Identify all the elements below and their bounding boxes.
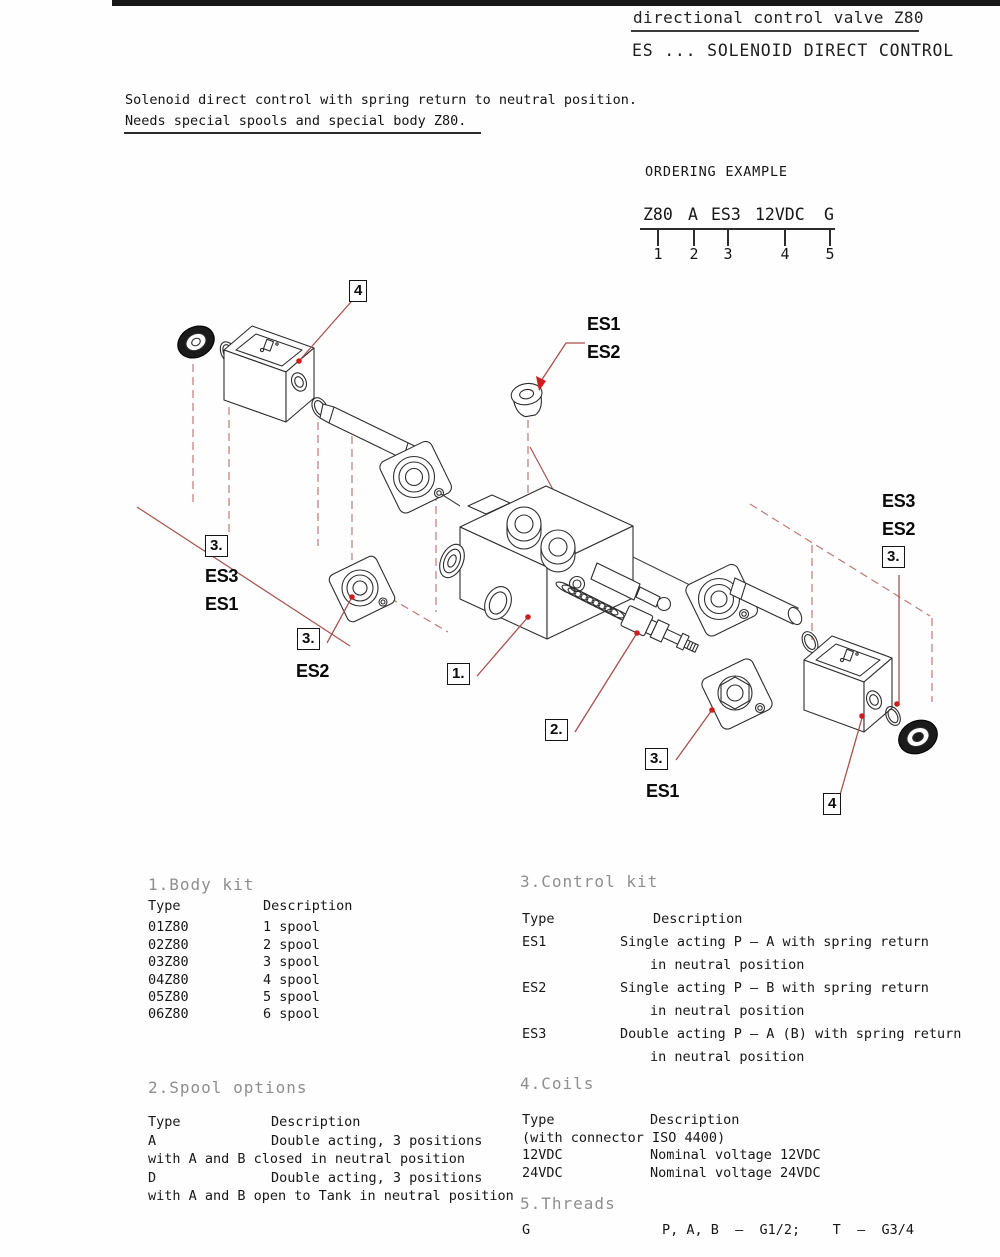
cell-note: (with connector ISO 4400) <box>522 1129 726 1146</box>
cell-desc2: in neutral position <box>650 1003 805 1019</box>
table-row-note <box>148 1150 514 1169</box>
cell-desc: Nominal voltage 24VDC <box>650 1164 821 1181</box>
cell-desc2: in neutral position <box>650 1049 805 1065</box>
ordering-part-3: ES3 <box>711 205 741 224</box>
table-row <box>148 989 352 1006</box>
callout-box-3-es2: 3. <box>297 628 320 650</box>
page-title: directional control valve Z80 <box>633 8 924 27</box>
intro-line-2: Needs special spools and special body Z80. <box>125 113 467 129</box>
callout-box-1: 1. <box>447 663 470 685</box>
callout-box-3-right: 3. <box>882 546 905 568</box>
label-es2-mid: ES2 <box>296 661 330 681</box>
label-es2-right: ES2 <box>882 519 916 539</box>
table-header <box>522 908 961 931</box>
cell-type: 24VDC <box>522 1164 563 1181</box>
col-description: Description <box>650 1112 740 1128</box>
label-es3-right: ES3 <box>882 491 916 511</box>
cell-type: A <box>148 1132 157 1149</box>
cell-type: 02Z80 <box>148 936 189 953</box>
cell-type: 12VDC <box>522 1147 563 1163</box>
col-type: Type <box>522 1112 555 1128</box>
callout-box-3-left: 3. <box>205 535 228 557</box>
table-row <box>522 1222 914 1238</box>
ordering-part-1: Z80 <box>643 205 673 224</box>
cell-type: ES3 <box>522 1026 547 1042</box>
col-type: Type <box>148 898 181 914</box>
table-row <box>522 1023 961 1046</box>
cell-desc: Double acting P – A (B) with spring return <box>620 1026 962 1042</box>
callout-box-3-es1: 3. <box>645 748 668 770</box>
body-kit-heading: 1.Body kit <box>148 875 255 894</box>
table-row <box>148 937 352 954</box>
table-row <box>522 1147 821 1165</box>
ordering-part-4: 12VDC <box>755 205 805 224</box>
body-kit-table <box>148 898 352 1024</box>
table-row-cont <box>522 1046 961 1069</box>
cell-desc2: in neutral position <box>650 957 805 973</box>
cell-desc: 1 spool <box>263 919 320 936</box>
cell-type: G <box>522 1222 531 1238</box>
table-row <box>148 1006 352 1023</box>
spool-options-heading: 2.Spool options <box>148 1078 308 1097</box>
cell-desc: 6 spool <box>263 1006 320 1023</box>
cell-type: D <box>148 1169 157 1186</box>
label-es3-left: ES3 <box>205 566 239 586</box>
cell-desc: 3 spool <box>263 954 320 971</box>
table-row <box>522 1165 821 1183</box>
cell-type: 04Z80 <box>148 971 189 988</box>
table-row <box>522 931 961 954</box>
cell-note: with A and B open to Tank in neutral position <box>148 1188 514 1205</box>
cell-note: with A and B closed in neutral position <box>148 1151 465 1168</box>
table-row <box>148 1132 514 1151</box>
ordering-index-5: 5 <box>825 245 835 263</box>
table-row <box>148 1169 514 1188</box>
ordering-heading: ORDERING EXAMPLE <box>645 164 788 180</box>
cell-desc: Nominal voltage 12VDC <box>650 1147 821 1163</box>
col-type: Type <box>148 1114 181 1130</box>
table-row <box>148 919 352 936</box>
page-subtitle: ES ... SOLENOID DIRECT CONTROL <box>632 41 955 60</box>
col-description: Description <box>271 1114 361 1130</box>
cell-desc: Single acting P – B with spring return <box>620 980 929 996</box>
ordering-index-2: 2 <box>689 245 699 263</box>
label-es1-bottom: ES1 <box>646 781 680 801</box>
cell-type: ES1 <box>522 934 547 950</box>
spool-options-table <box>148 1113 514 1206</box>
table-header <box>148 898 352 915</box>
callout-box-4-top: 4 <box>349 280 367 302</box>
cell-desc: 5 spool <box>263 989 320 1006</box>
coils-table <box>522 1112 821 1182</box>
ordering-part-2: A <box>688 205 698 224</box>
table-row-cont <box>522 1000 961 1023</box>
cell-desc: 4 spool <box>263 971 320 988</box>
table-row-note <box>522 1130 821 1148</box>
ordering-part-5: G <box>824 205 834 224</box>
table-row <box>148 954 352 971</box>
cell-type: 01Z80 <box>148 919 189 936</box>
ordering-index-3: 3 <box>723 245 733 263</box>
cell-desc: Single acting P – A with spring return <box>620 934 929 950</box>
cell-desc: Double acting, 3 positions <box>271 1169 483 1186</box>
callout-box-4-bottom: 4 <box>823 793 841 815</box>
col-type: Type <box>522 911 555 927</box>
intro-line-1: Solenoid direct control with spring return to neutral position. <box>125 92 638 108</box>
control-kit-heading: 3.Control kit <box>520 872 659 891</box>
cell-type: ES2 <box>522 980 547 996</box>
label-es1-left: ES1 <box>205 594 239 614</box>
label-es1-top: ES1 <box>587 314 621 334</box>
ordering-index-4: 4 <box>780 245 790 263</box>
cell-desc: 2 spool <box>263 936 320 953</box>
table-row <box>522 977 961 1000</box>
coils-heading: 4.Coils <box>520 1074 595 1093</box>
callout-box-2: 2. <box>545 719 568 741</box>
cell-type: 06Z80 <box>148 1006 189 1023</box>
threads-table <box>522 1222 914 1238</box>
control-kit-table <box>522 908 961 1069</box>
cell-type: 05Z80 <box>148 989 189 1006</box>
ordering-index-1: 1 <box>653 245 663 263</box>
table-row-note <box>148 1187 514 1206</box>
table-header <box>522 1112 821 1130</box>
table-header <box>148 1113 514 1132</box>
label-es2-top: ES2 <box>587 342 621 362</box>
table-row-cont <box>522 954 961 977</box>
col-description: Description <box>263 898 353 914</box>
threads-heading: 5.Threads <box>520 1194 616 1213</box>
cell-desc: P, A, B – G1/2; T – G3/4 <box>662 1222 914 1238</box>
cell-desc: Double acting, 3 positions <box>271 1132 483 1149</box>
col-description: Description <box>653 911 743 927</box>
table-row <box>148 972 352 989</box>
cell-type: 03Z80 <box>148 954 189 971</box>
